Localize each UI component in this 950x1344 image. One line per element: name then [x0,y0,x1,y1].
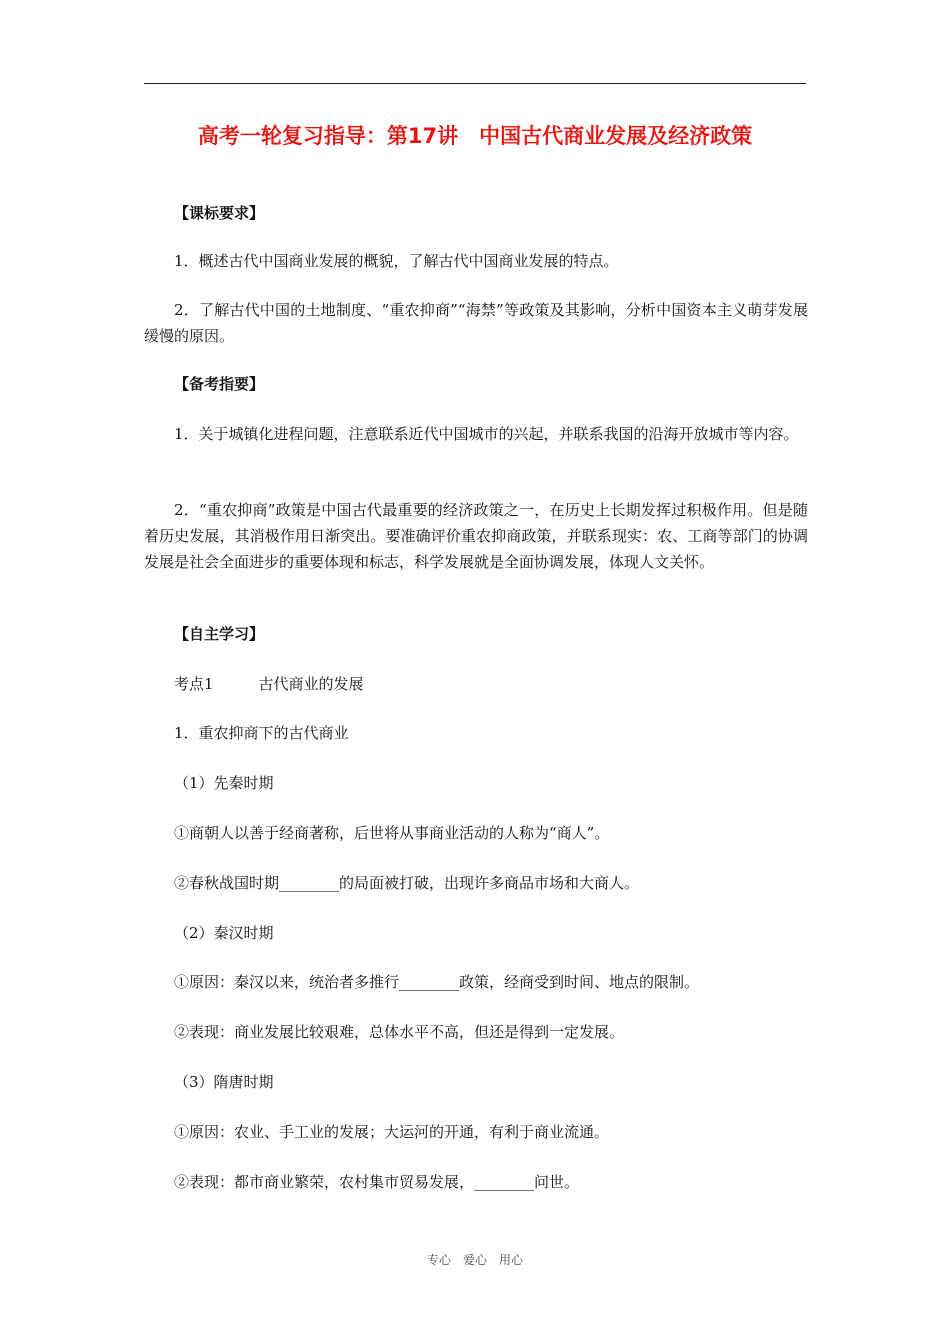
period-point-blank: ②春秋战国时期________的局面被打破，出现许多商品市场和大商人。 [174,874,640,892]
prep-item-1: 1．关于城镇化进程问题，注意联系近代中国城市的兴起，并联系我国的沿海开放城市等内容。 [174,425,799,443]
prep-item-2: 2．“重农抑商”政策是中国古代最重要的经济政策之一，在历史上长期发挥过积极作用。但是随着历史发展，其消极作用日渐突出。要准确评价重农抑商政策，并联系现实：农、工商等部门的协调发展是社会全面进步的重要体现和标志，科学发展就是全面协调发展，体现人文关怀。 [144,501,808,571]
period-point-blank: ②表现：都市商业繁荣，农村集市贸易发展，________问世。 [174,1173,580,1191]
period-title-preqin: （1）先秦时期 [174,774,274,792]
period-title-qinhan: （2）秦汉时期 [174,924,274,942]
kaodian-label: 考点1 古代商业的发展 [174,675,364,693]
curriculum-item-1: 1．概述古代中国商业发展的概貌，了解古代中国商业发展的特点。 [174,252,619,270]
subsection-title: 1．重农抑商下的古代商业 [174,724,349,742]
curriculum-item-2: 2．了解古代中国的土地制度、“重农抑商”“海禁”等政策及其影响，分析中国资本主义萌芽发展缓慢的原因。 [144,301,808,345]
period-point: ①原因：农业、手工业的发展；大运河的开通，有利于商业流通。 [174,1123,610,1141]
page-footer: 专心 爱心 用心 [426,1253,523,1267]
period-title-suitang: （3）隋唐时期 [174,1073,274,1091]
period-point-blank: ①原因：秦汉以来，统治者多推行________政策，经商受到时间、地点的限制。 [174,973,700,991]
page-title: 高考一轮复习指导：第17讲 中国古代商业发展及经济政策 [197,124,753,148]
period-point: ①商朝人以善于经商著称，后世将从事商业活动的人称为“商人”。 [174,824,610,842]
period-point: ②表现：商业发展比较艰难，总体水平不高，但还是得到一定发展。 [174,1023,625,1041]
section-heading-curriculum: 【课标要求】 [174,204,265,222]
section-heading-self-study: 【自主学习】 [174,625,265,643]
header-rule [144,83,806,84]
section-heading-prep: 【备考指要】 [174,375,265,393]
